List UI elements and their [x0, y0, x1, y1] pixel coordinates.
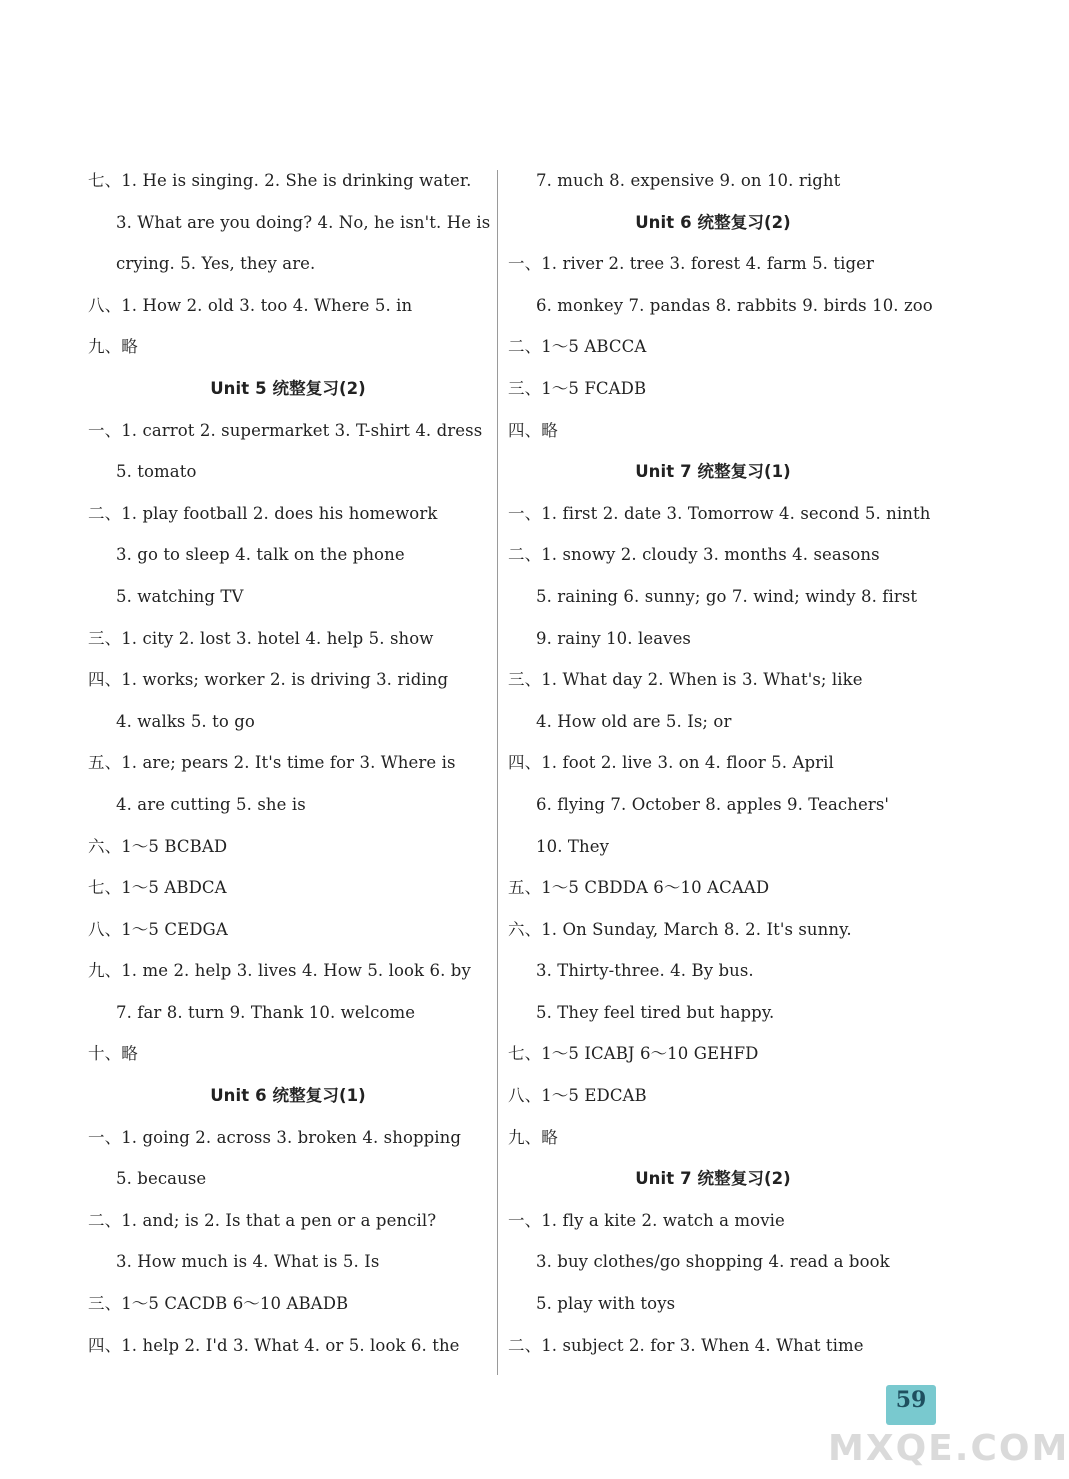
section-heading: Unit 5 统整复习(2)	[210, 378, 366, 398]
answer-line: 八、1～5 CEDGA	[88, 919, 228, 939]
answer-line: 4. are cutting 5. she is	[116, 794, 306, 814]
answer-line: 一、1. river 2. tree 3. forest 4. farm 5. tiger	[508, 254, 874, 274]
section-heading: Unit 7 统整复习(1)	[635, 462, 791, 482]
answer-line: 三、1～5 FCADB	[508, 378, 647, 398]
answer-line: 六、1～5 BCBAD	[88, 836, 228, 856]
answer-line: 七、1～5 ABDCA	[88, 878, 227, 898]
answer-line: 九、略	[88, 337, 138, 357]
section-heading: Unit 6 统整复习(1)	[210, 1086, 366, 1106]
answer-line: 6. monkey 7. pandas 8. rabbits 9. birds 10. zoo	[536, 295, 933, 315]
answer-line: 二、1. subject 2. for 3. When 4. What time	[508, 1335, 864, 1355]
answer-line: 5. because	[116, 1169, 207, 1189]
answer-line: 4. walks 5. to go	[116, 711, 255, 731]
page-number: 59	[895, 1387, 927, 1413]
answer-line: 四、1. works; worker 2. is driving 3. riding	[88, 670, 449, 690]
answer-line: 3. buy clothes/go shopping 4. read a book	[536, 1252, 890, 1272]
answer-line: 三、1. What day 2. When is 3. What's; like	[508, 670, 863, 690]
answer-line: 二、1. and; is 2. Is that a pen or a pencil?	[88, 1210, 437, 1230]
answer-line: 二、1～5 ABCCA	[508, 337, 647, 357]
answer-line: 7. far 8. turn 9. Thank 10. welcome	[116, 1002, 416, 1022]
answer-line: 4. How old are 5. Is; or	[536, 711, 732, 731]
answer-line: 二、1. snowy 2. cloudy 3. months 4. seasons	[508, 545, 880, 565]
answer-line: 八、1. How 2. old 3. too 4. Where 5. in	[88, 295, 413, 315]
answer-line: 3. How much is 4. What is 5. Is	[116, 1252, 380, 1272]
answer-line: 五、1～5 CBDDA 6～10 ACAAD	[508, 878, 770, 898]
answer-line: 6. flying 7. October 8. apples 9. Teachers'	[536, 794, 890, 814]
answer-line: 七、1. He is singing. 2. She is drinking water.	[88, 171, 472, 190]
answer-line: 5. play with toys	[536, 1294, 676, 1314]
answer-line: 四、1. help 2. I'd 3. What 4. or 5. look 6. the	[88, 1335, 460, 1355]
right-column	[508, 160, 933, 1366]
answer-line: 9. rainy 10. leaves	[536, 628, 692, 648]
answer-line: 七、1～5 ICABJ 6～10 GEHFD	[508, 1044, 759, 1064]
section-heading: Unit 6 统整复习(2)	[635, 212, 791, 232]
answer-line: 四、1. foot 2. live 3. on 4. floor 5. April	[508, 753, 834, 773]
answer-line: 二、1. play football 2. does his homework	[88, 503, 438, 523]
answer-line: 5. tomato	[116, 462, 197, 482]
answer-line: 三、1. city 2. lost 3. hotel 4. help 5. show	[88, 628, 434, 648]
answer-line: 四、略	[508, 420, 558, 440]
watermark: MXQE.COM	[828, 1428, 1069, 1469]
answer-line: 五、1. are; pears 2. It's time for 3. Where is	[88, 753, 456, 773]
column-divider	[497, 170, 498, 1375]
answer-line: 一、1. fly a kite 2. watch a movie	[508, 1210, 785, 1230]
answer-line: 一、1. going 2. across 3. broken 4. shopping	[88, 1127, 462, 1147]
answer-line: 10. They	[536, 836, 610, 856]
answer-line: 十、略	[88, 1044, 138, 1064]
answer-line: 六、1. On Sunday, March 8. 2. It's sunny.	[508, 919, 852, 939]
answer-line: 一、1. first 2. date 3. Tomorrow 4. second 5. ninth	[508, 503, 931, 523]
section-heading: Unit 7 统整复习(2)	[635, 1169, 791, 1189]
answer-line: 一、1. carrot 2. supermarket 3. T-shirt 4. dress	[88, 420, 483, 440]
answer-line: 3. Thirty-three. 4. By bus.	[536, 961, 754, 981]
answer-line: 3. What are you doing? 4. No, he isn't. He is	[116, 212, 491, 232]
answer-line: 5. raining 6. sunny; go 7. wind; windy 8. first	[536, 586, 918, 606]
answer-line: 三、1～5 CACDB 6～10 ABADB	[88, 1294, 349, 1314]
answer-line: 3. go to sleep 4. talk on the phone	[116, 545, 405, 565]
answer-line: 7. much 8. expensive 9. on 10. right	[536, 171, 841, 190]
answer-line: 5. watching TV	[116, 586, 244, 606]
answer-line: 九、略	[508, 1127, 558, 1147]
left-column	[88, 160, 491, 1366]
answer-line: 八、1～5 EDCAB	[508, 1086, 647, 1106]
answer-line: 5. They feel tired but happy.	[536, 1002, 775, 1022]
answer-line: crying. 5. Yes, they are.	[116, 254, 316, 274]
answer-line: 九、1. me 2. help 3. lives 4. How 5. look 6. by	[88, 961, 471, 981]
